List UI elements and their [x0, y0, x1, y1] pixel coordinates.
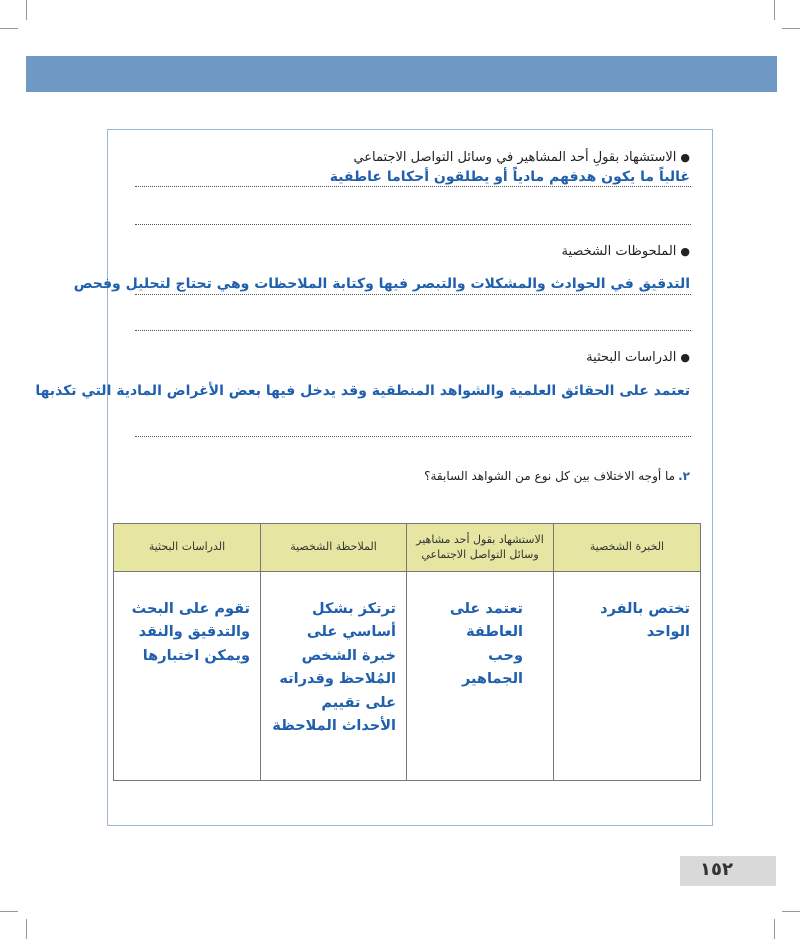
comparison-table	[113, 523, 701, 781]
answer-line	[135, 224, 691, 225]
table-row	[114, 572, 701, 781]
crop-mark	[782, 28, 800, 29]
cell-answer: تختص بالفرد الواحد	[600, 601, 690, 641]
table-cell	[407, 572, 554, 781]
cell-answer: ترتكز بشكل أساسي على خبرة الشخص المُلاحظ وقدراته على تقييم الأحداث الملاحظة	[272, 601, 396, 735]
answer-line	[135, 436, 691, 437]
table-header: الخبرة الشخصية	[554, 524, 701, 572]
item-answer: غالباً ما يكون هدفهم مادياً أو يطلقون أحكاما عاطفية	[329, 169, 690, 185]
item-prompt-text: الدراسات البحثية	[586, 350, 677, 365]
bullet-icon: ●	[680, 151, 690, 164]
item-prompt	[586, 350, 690, 365]
header-banner	[26, 56, 777, 92]
table-cell	[114, 572, 261, 781]
answer-line	[135, 294, 691, 295]
table-cell	[261, 572, 407, 781]
cell-answer: تقوم على البحث والتدقيق والنقد ويمكن اختبارها	[131, 601, 250, 664]
item-prompt-text: الملحوظات الشخصية	[561, 244, 677, 259]
table-header: الاستشهاد بقول أحد مشاهير وسائل التواصل الاجتماعي	[407, 524, 554, 572]
question-text: ما أوجه الاختلاف بين كل نوع من الشواهد السابقة؟	[424, 469, 676, 483]
table-cell	[554, 572, 701, 781]
item-prompt-text: الاستشهاد بقولِ أحد المشاهير في وسائل التواصل الاجتماعي	[353, 150, 677, 165]
item-prompt	[561, 244, 690, 259]
bullet-icon: ●	[680, 245, 690, 258]
crop-mark	[774, 919, 775, 939]
crop-mark	[0, 28, 18, 29]
crop-mark	[774, 0, 775, 20]
item-prompt	[353, 150, 690, 165]
cell-answer: تعتمد على العاطفة وحب الجماهير	[449, 601, 523, 688]
crop-mark	[26, 0, 27, 20]
question-number: ٢.	[678, 469, 690, 483]
table-header: الملاحظة الشخصية	[261, 524, 407, 572]
crop-mark	[782, 911, 800, 912]
item-answer: تعتمد على الحقائق العلمية والشواهد المنطقية وقد يدخل فيها بعض الأغراض المادية التي تكذبها	[35, 383, 690, 399]
item-answer: التدقيق في الحوادث والمشكلات والتبصر فيها وكتابة الملاحظات وهي تحتاج لتحليل وفحص	[73, 276, 690, 292]
table-header: الدراسات البحثية	[114, 524, 261, 572]
table-header-row	[114, 524, 701, 572]
page-number: ١٥٢	[700, 859, 733, 880]
question-2	[424, 469, 690, 483]
bullet-icon: ●	[680, 351, 690, 364]
crop-mark	[26, 919, 27, 939]
answer-line	[135, 330, 691, 331]
answer-line	[135, 186, 691, 187]
crop-mark	[0, 911, 18, 912]
